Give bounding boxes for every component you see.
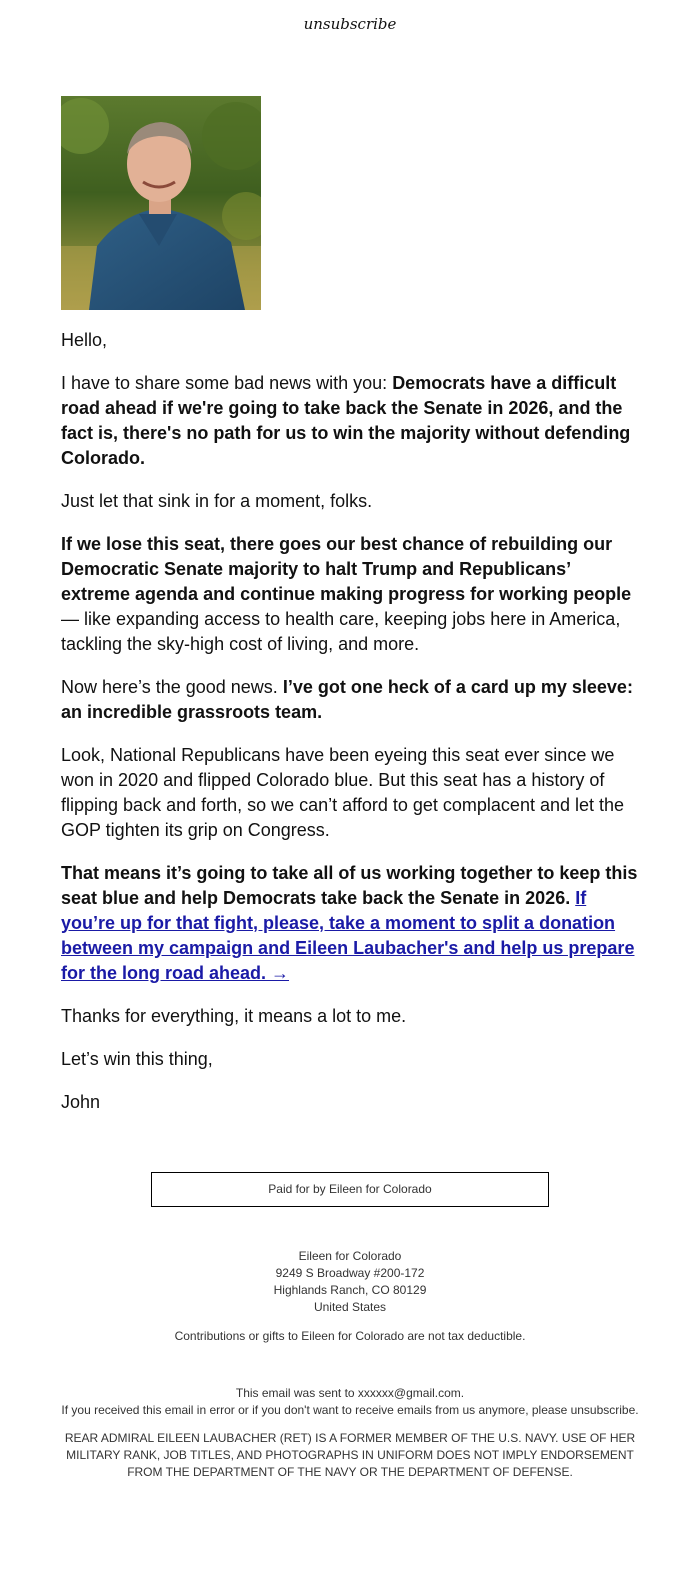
address-country: United States xyxy=(313,1300,387,1314)
paid-for-box: Paid for by Eileen for Colorado xyxy=(151,1172,549,1207)
paragraph-lose-seat xyxy=(61,532,641,657)
paragraph-good-news xyxy=(61,675,641,725)
p3-bold: If we lose this seat, there goes our best chance of rebuilding our Democratic Senate majority to halt Trump and Republicans’ extreme agenda and continue making progress for working people xyxy=(61,534,632,604)
address-street: 9249 S Broadway #200-172 xyxy=(275,1266,425,1280)
unsubscribe-link[interactable]: unsubscribe xyxy=(303,15,397,33)
p6-bold: That means it’s going to take all of us working together to keep this seat blue and help Democrats take back the Senate in 2026. xyxy=(61,863,638,908)
p1-bold: Democrats have a difficult road ahead if we're going to take back the Senate in 2026, and the fact is, there's no path for us to win the majority without defending Colorado. xyxy=(61,373,631,468)
paragraph-republicans: Look, National Republicans have been eyeing this seat ever since we won in 2020 and flipped Colorado blue. But this seat has a history of flipping back and forth, so we can’t afford to get complacent and let the GOP tighten its grip on Congress. xyxy=(61,745,625,840)
greeting: Hello, xyxy=(61,330,108,350)
address-city: Highlands Ranch, CO 80129 xyxy=(273,1283,427,1297)
email-body xyxy=(61,96,641,1133)
address-org: Eileen for Colorado xyxy=(298,1249,402,1263)
p1-plain: I have to share some bad news with you: xyxy=(61,373,393,393)
paragraph-thanks: Thanks for everything, it means a lot to me. xyxy=(61,1006,407,1026)
paragraph-bad-news xyxy=(61,371,641,471)
signature: John xyxy=(61,1092,101,1112)
paragraph-call-to-action xyxy=(61,861,641,986)
p4-bold: I’ve got one heck of a card up my sleeve: an incredible grassroots team. xyxy=(61,677,633,722)
tax-note: Contributions or gifts to Eileen for Colorado are not tax deductible. xyxy=(174,1329,526,1343)
donate-link[interactable]: If you’re up for that fight, please, take a moment to split a donation between my campaign and Eileen Laubacher's and help us prepare for the long road ahead. → xyxy=(61,888,635,983)
candidate-photo xyxy=(61,96,261,310)
unsubscribe-notice[interactable]: If you received this email in error or if you don't want to receive emails from us anymore, please unsubscribe. xyxy=(61,1403,639,1417)
p3-plain: — like expanding access to health care, keeping jobs here in America, tackling the sky-high cost of living, and more. xyxy=(61,609,621,654)
sent-to-notice: This email was sent to xxxxxx@gmail.com. xyxy=(235,1386,465,1400)
mailing-address xyxy=(0,1248,700,1316)
p4-plain: Now here’s the good news. xyxy=(61,677,283,697)
navy-disclaimer: REAR ADMIRAL EILEEN LAUBACHER (RET) IS A FORMER MEMBER OF THE U.S. NAVY. USE OF HER MILITARY RANK, JOB TITLES, AND PHOTOGRAPHS IN UNIFORM DOES NOT IMPLY ENDORSEMENT FROM THE DEPARTMENT OF THE NAVY OR THE DEPARTMENT OF DEFENSE. xyxy=(64,1431,636,1479)
paragraph-closing: Let’s win this thing, xyxy=(61,1049,213,1069)
paragraph-sink-in: Just let that sink in for a moment, folks. xyxy=(61,491,373,511)
email-footer xyxy=(0,1172,700,1481)
